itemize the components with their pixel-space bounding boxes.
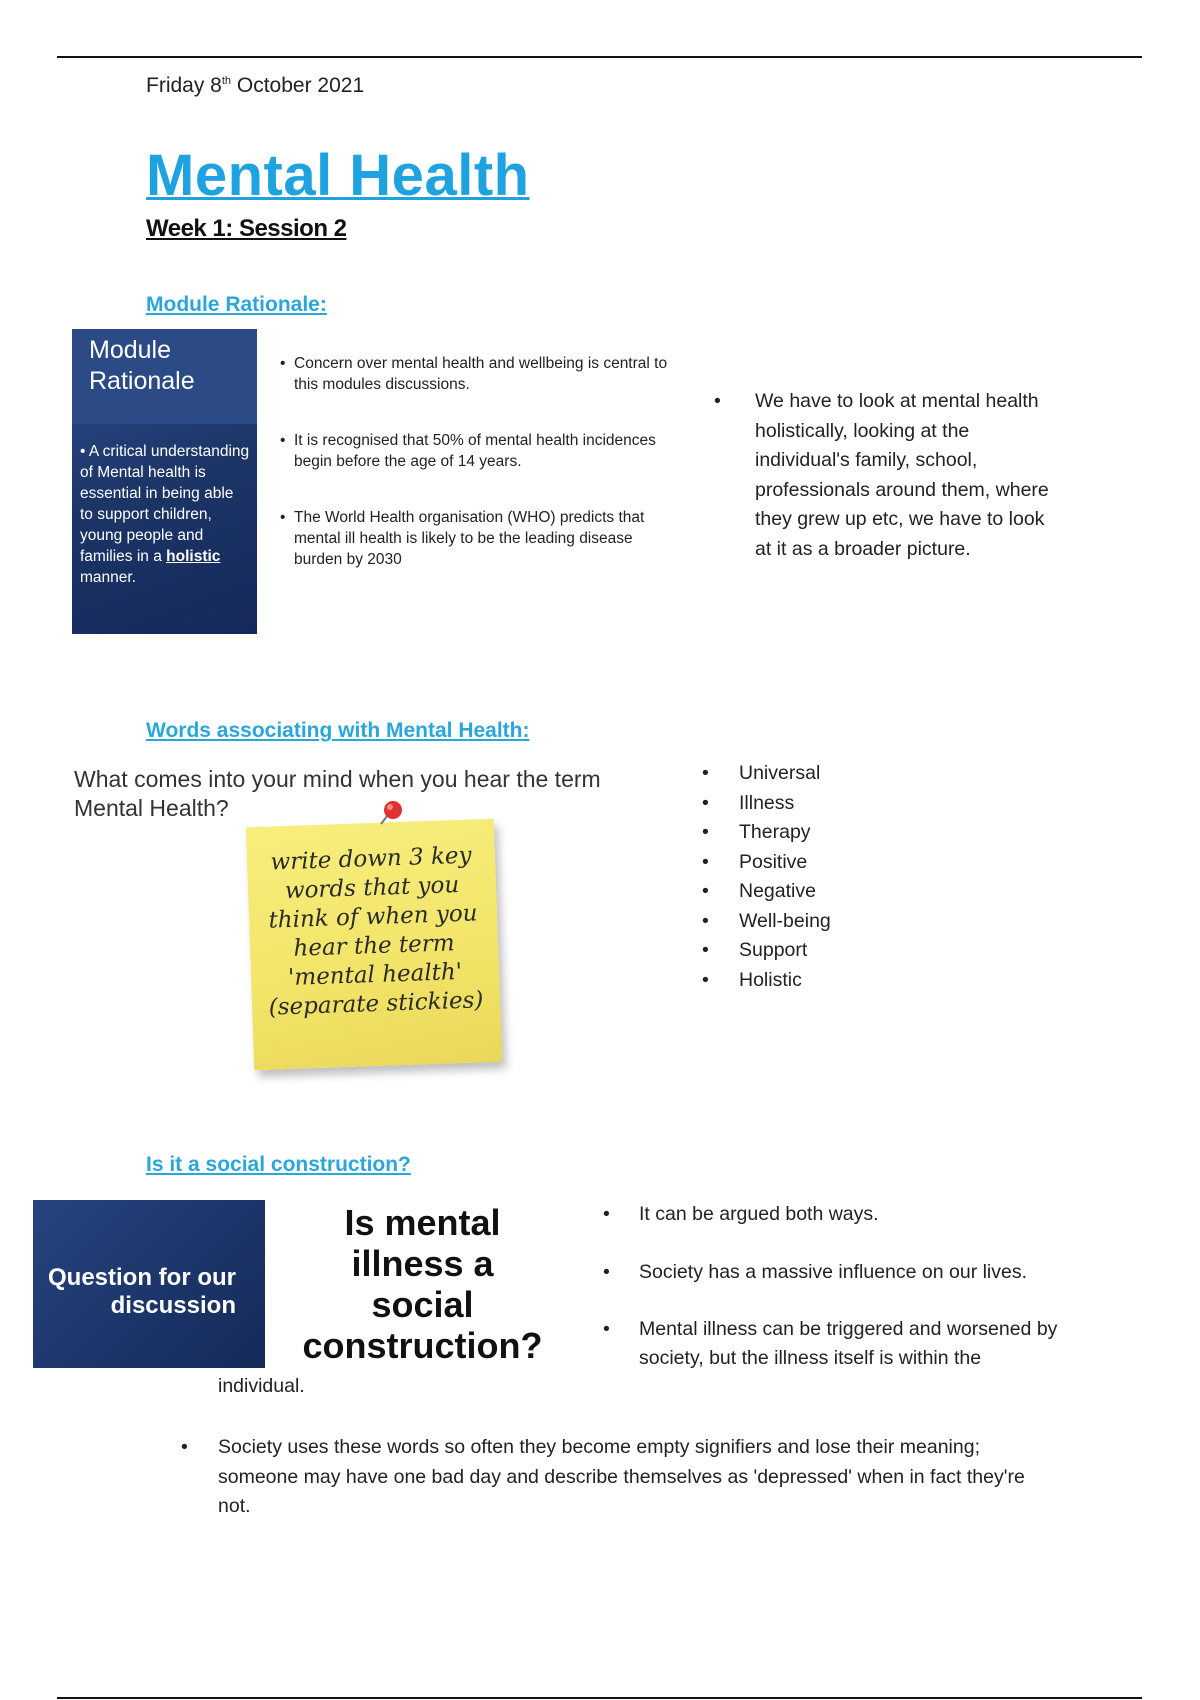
- sticky-note-text: [247, 841, 501, 1024]
- pushpin-icon: [378, 800, 404, 826]
- question-line: Is mental: [344, 1202, 501, 1243]
- discussion-panel-line: discussion: [110, 1292, 236, 1319]
- sticky-line: (separate stickies): [268, 987, 484, 1021]
- page-title: Mental Health: [146, 143, 530, 208]
- list-item: • It can be argued both ways.: [600, 1200, 1070, 1229]
- slide-panel-title-line: Module: [89, 336, 171, 364]
- sticky-line: 'mental health': [287, 958, 463, 992]
- slide-panel-title-line: Rationale: [89, 367, 195, 395]
- module-rationale-heading: Module Rationale:: [146, 293, 327, 316]
- empty-signifier-note: [181, 1433, 1061, 1522]
- sticky-line: think of when you: [268, 900, 478, 934]
- sticky-note: [246, 819, 502, 1071]
- page-subtitle: Week 1: Session 2: [146, 215, 347, 242]
- panel-body-text: • A critical understanding of Mental health is essential in being able to support children, young people and families in a: [80, 443, 250, 565]
- document-date: [146, 74, 364, 98]
- bullet-marker: •: [714, 390, 721, 412]
- slide-bullet: • The World Health organisation (WHO) predicts that mental ill health is likely to be the leading disease burden by 2030: [280, 507, 670, 570]
- words-question: What comes into your mind when you hear the term Mental Health?: [74, 766, 601, 821]
- list-item: • Universal: [700, 762, 831, 792]
- word-list: [700, 762, 831, 998]
- slide-side-panel: [72, 329, 257, 634]
- words-heading: Words associating with Mental Health:: [146, 719, 530, 742]
- slide-panel-body: [80, 441, 250, 588]
- discussion-question: [285, 1202, 560, 1366]
- panel-body-text-end: manner.: [80, 569, 137, 586]
- bullet-marker: •: [181, 1436, 188, 1458]
- list-item: • Therapy: [700, 821, 831, 851]
- question-line: construction?: [302, 1325, 543, 1366]
- bullet-continuation: individual.: [218, 1375, 305, 1397]
- list-item: • Negative: [700, 880, 831, 910]
- top-rule: [57, 56, 1142, 58]
- slide-bullets: [280, 353, 670, 605]
- holistic-note: [714, 387, 1063, 564]
- panel-body-highlight: holistic: [166, 548, 221, 565]
- sticky-line: words that you: [284, 872, 460, 905]
- module-rationale-slide: [72, 329, 672, 634]
- list-item: • Society has a massive influence on our lives.: [600, 1258, 1070, 1287]
- holistic-note-text: We have to look at mental health holistically, looking at the individual's family, school, professionals around them, where they grew up etc, we have to look at it as a broader picture.: [755, 390, 1049, 560]
- slide-panel-title: [89, 335, 195, 397]
- slide-bullet: • It is recognised that 50% of mental health incidences begin before the age of 14 years.: [280, 430, 670, 472]
- date-month-year: October 2021: [231, 74, 365, 97]
- list-item: • Illness: [700, 792, 831, 822]
- sticky-line: hear the term: [293, 930, 456, 962]
- slide-bullet: • Concern over mental health and wellbeing is central to this modules discussions.: [280, 353, 670, 395]
- list-item: • Mental illness can be triggered and worsened by society, but the illness itself is within the: [600, 1315, 1070, 1372]
- date-day: Friday 8: [146, 74, 222, 97]
- discussion-panel-line: Question for our: [48, 1264, 236, 1291]
- discussion-slide-panel: [33, 1200, 265, 1368]
- list-item: • Holistic: [700, 969, 831, 999]
- sticky-line: write down 3 key: [270, 842, 472, 876]
- list-item: • Well-being: [700, 910, 831, 940]
- social-bullets: [600, 1200, 1070, 1401]
- social-construction-heading: Is it a social construction?: [146, 1153, 411, 1176]
- discussion-panel-text: [48, 1264, 236, 1320]
- question-line: social: [371, 1284, 474, 1325]
- date-ordinal: th: [221, 75, 232, 87]
- empty-signifier-text: Society uses these words so often they become empty signifiers and lose their meaning; someone may have one bad day and describe themselves as 'depressed' when in fact they're not.: [218, 1436, 1025, 1517]
- question-line: illness a: [351, 1243, 494, 1284]
- bottom-rule: [57, 1697, 1142, 1699]
- list-item: • Positive: [700, 851, 831, 881]
- list-item: • Support: [700, 939, 831, 969]
